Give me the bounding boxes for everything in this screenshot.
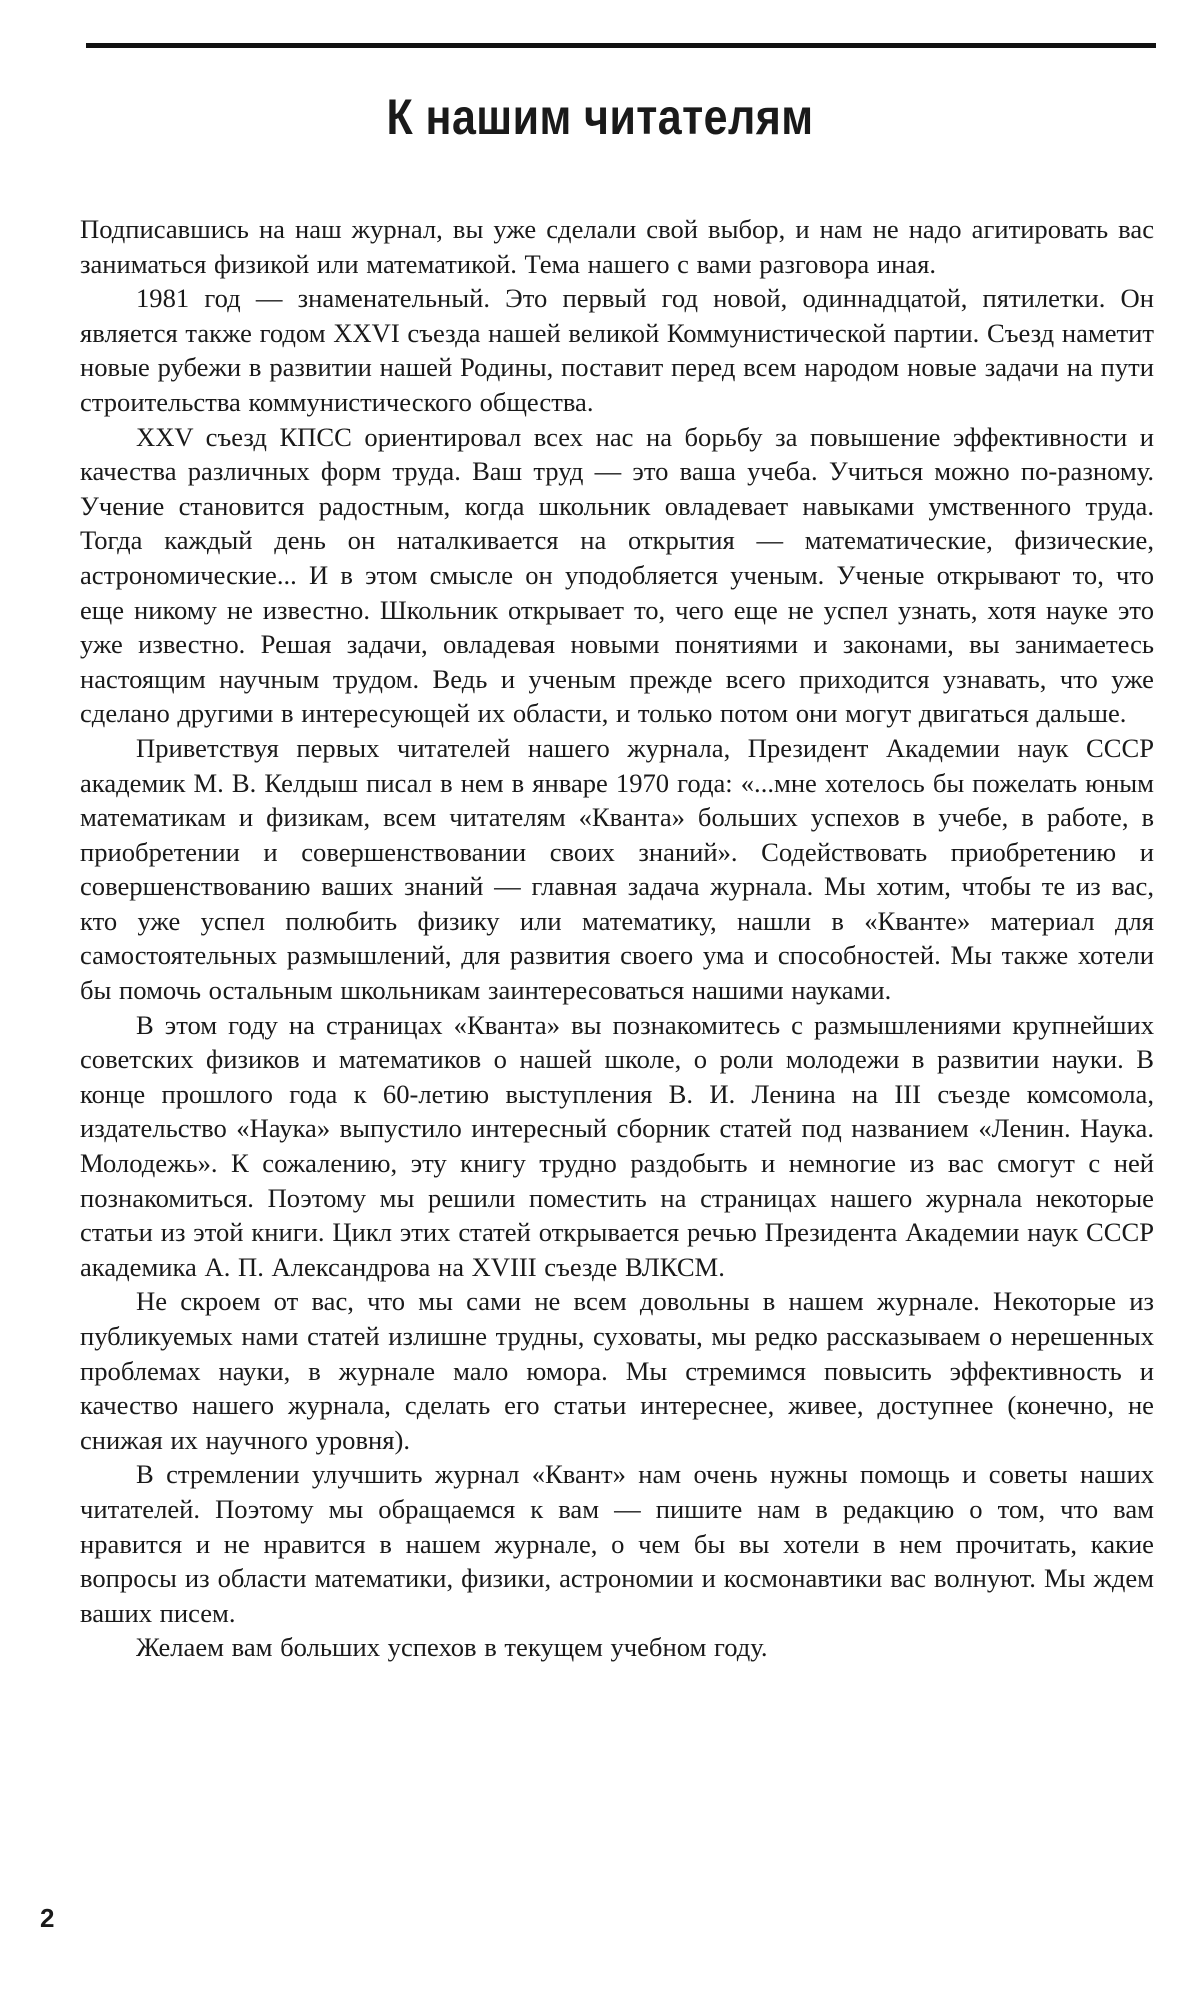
page-number: 2 [40,1903,55,1933]
article-paragraph-1: Подписавшись на наш журнал, вы уже сделали свой выбор, и нам не надо агитировать вас заниматься физикой или математикой. Тема нашего с вами разговора иная. [80,214,1154,279]
article-paragraph-3: XXV съезд КПСС ориентировал всех нас на борьбу за повышение эффективности и качества различных форм труда. Ваш труд — это ваша учеба. Учиться можно по-разному. Учение становится радостным, когда школьник овладевает навыками умственного труда. Тогда каждый день он наталкивается на открытия — математические, физические, астрономические... И в этом смысле он уподобляется ученым. Ученые открывают то, что еще никому не известно. Школьник открывает то, чего еще не успел узнать, хотя науке это уже известно. Решая задачи, овладевая новыми понятиями и законами, вы занимаетесь настоящим научным трудом. Ведь и ученым прежде всего приходится узнавать, что уже сделано другими в интересующей их области, и только потом они могут двигаться дальше. [80,421,1154,729]
article-paragraph-7: В стремлении улучшить журнал «Квант» нам очень нужны помощь и советы наших читателей. Поэтому мы обращаемся к вам — пишите нам в редакцию о том, что вам нравится и не нравится в нашем журнале, о чем бы вы хотели в нем прочитать, какие вопросы из области математики, физики, астрономии и космонавтики вас волнуют. Мы ждем ваших писем. [80,1459,1154,1628]
article-body [80,212,1154,1665]
article-paragraph-5: В этом году на страницах «Кванта» вы познакомитесь с размышлениями крупнейших советских физиков и математиков о нашей школе, о роли молодежи в развитии науки. В конце прошлого года к 60-летию выступления В. И. Ленина на III съезде комсомола, издательство «Наука» выпустило интересный сборник статей под названием «Ленин. Наука. Молодежь». К сожалению, эту книгу трудно раздобыть и немногие из вас смогут с ней познакомиться. Поэтому мы решили поместить на страницах нашего журнала некоторые статьи из этой книги. Цикл этих статей открывается речью Президента Академии наук СССР академика А. П. Александрова на XVIII съезде ВЛКСМ. [80,1009,1154,1282]
article-paragraph-6: Не скроем от вас, что мы сами не всем довольны в нашем журнале. Некоторые из публикуемых нами статей излишне трудны, суховаты, мы редко рассказываем о нерешенных проблемах науки, в журнале мало юмора. Мы стремимся повысить эффективность и качество нашего журнала, сделать его статьи интереснее, живее, доступнее (конечно, не снижая их научного уровня). [80,1286,1154,1455]
page-title: К нашим читателям [386,89,814,145]
article-paragraph-2: 1981 год — знаменательный. Это первый год новой, одиннадцатой, пятилетки. Он является также годом XXVI съезда нашей великой Коммунистической партии. Съезд наметит новые рубежи в развитии нашей Родины, поставит перед всем народом новые задачи на пути строительства коммунистического общества. [80,283,1154,417]
article-paragraph-4: Приветствуя первых читателей нашего журнала, Президент Академии наук СССР академик М. В. Келдыш писал в нем в январе 1970 года: «...мне хотелось бы пожелать юным математикам и физикам, всем читателям «Кванта» больших успехов в учебе, в работе, в приобретении и совершенствовании своих знаний». Содействовать приобретению и совершенствованию ваших знаний — главная задача журнала. Мы хотим, чтобы те из вас, кто уже успел полюбить физику или математику, нашли в «Кванте» материал для самостоятельных размышлений, для развития своего ума и способностей. Мы также хотели бы помочь остальным школьникам заинтересоваться нашими науками. [80,732,1154,1006]
article-paragraph-8: Желаем вам больших успехов в текущем учебном году. [136,1632,768,1663]
top-horizontal-rule [86,43,1156,48]
